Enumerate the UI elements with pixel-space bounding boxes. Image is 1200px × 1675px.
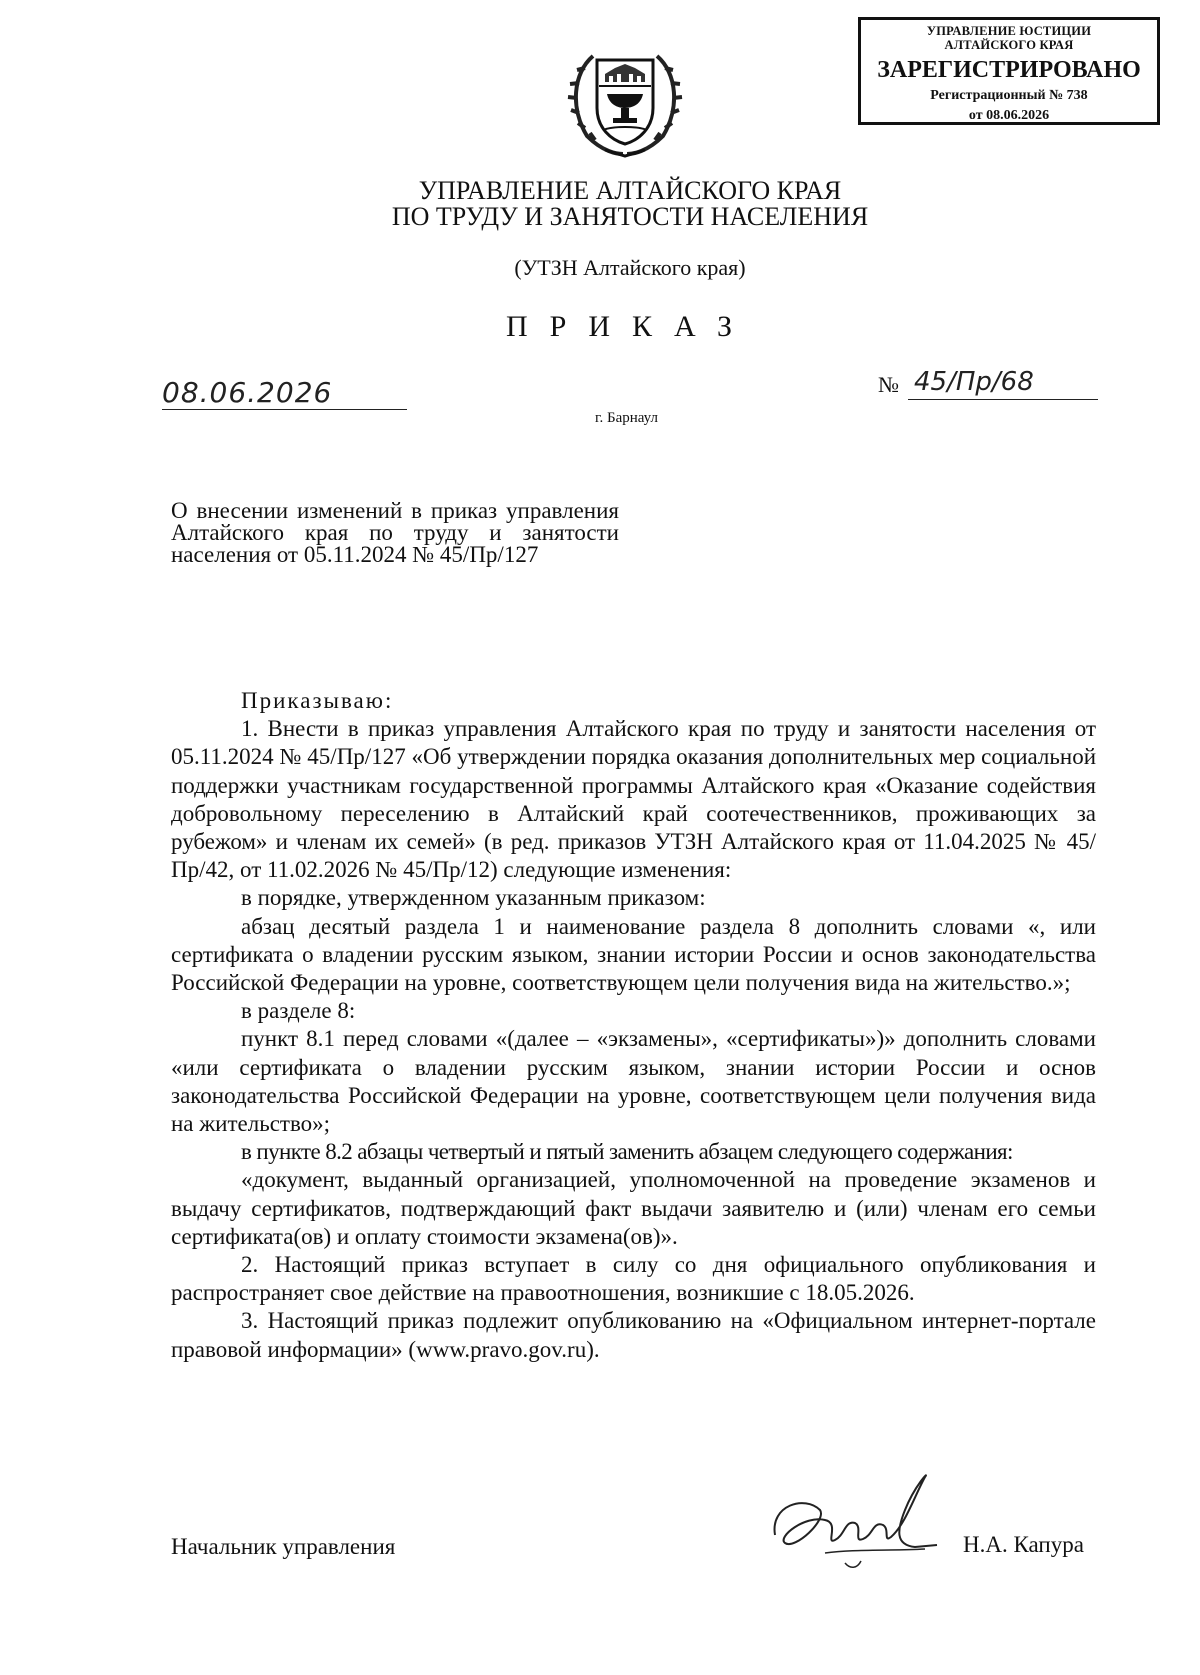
paragraph-1: 1. Внести в приказ управления Алтайского края по труду и занятости населения от 05.11.2024 № 45/Пр/127 «Об утверждении порядка оказания дополнительных мер социальной поддержки участникам государственной программы Алтайского края «Оказание содействия добровольному переселению в Алтайский край соотечественников, проживающих за рубежом» и членам их семей» (в ред. приказов УТЗН Алтайского края от 11.04.2025 № 45/Пр/42, от 11.02.2026 № 45/Пр/12) следующие изменения:: [171, 716, 1096, 883]
org-short-name: (УТЗН Алтайского края): [514, 255, 746, 280]
org-title-line2: ПО ТРУДУ И ЗАНЯТОСТИ НАСЕЛЕНИЯ: [391, 202, 869, 231]
stamp-org-line2: АЛТАЙСКОГО КРАЯ: [944, 38, 1074, 52]
doc-type-title: ПРИКАЗ: [506, 310, 754, 343]
paragraph-8: 2. Настоящий приказ вступает в силу со дня официального опубликования и распространяет свое действие на правоотношения, возникшие с 18.05.2026.: [171, 1252, 1096, 1306]
coat-of-arms-icon: [555, 38, 695, 158]
paragraph-4: в разделе 8:: [241, 998, 356, 1024]
handwritten-date: 08.06.2026: [162, 376, 407, 410]
stamp-reg-number: Регистрационный № 738: [930, 88, 1088, 103]
paragraph-7: «документ, выданный организацией, уполномоченной на проведение экзаменов и выдачу сертификатов, подтверждающий факт выдачи заявителю и (или) членам его семьи сертификата(ов) и оплату стоимости экзамена(ов)».: [171, 1167, 1096, 1249]
paragraph-9: 3. Настоящий приказ подлежит опубликованию на «Официальном интернет-портале правовой информации» (www.pravo.gov.ru).: [171, 1308, 1096, 1362]
handwritten-signature: [765, 1465, 940, 1580]
order-subject: О внесении изменений в приказ управления Алтайского края по труду и занятости населения от 05.11.2024 № 45/Пр/127: [171, 498, 619, 567]
order-word: Приказываю:: [241, 688, 394, 713]
paragraph-5: пункт 8.1 перед словами «(далее – «экзамены», «сертификаты»)» дополнить словами «или сертификата о владении русским языком, знании истории России и основ законодательства Российской Федерации на уровне, соответствующем цели получения вида на жительство»;: [171, 1026, 1096, 1137]
registration-stamp: [858, 17, 1160, 125]
stamp-title: ЗАРЕГИСТРИРОВАНО: [877, 57, 1141, 83]
signer-name: Н.А. Капура: [963, 1532, 1084, 1557]
stamp-reg-date: от 08.06.2026: [968, 108, 1050, 123]
signer-position: Начальник управления: [171, 1534, 396, 1559]
org-title-line1: УПРАВЛЕНИЕ АЛТАЙСКОГО КРАЯ: [418, 176, 842, 205]
paragraph-2: в порядке, утвержденном указанным приказом:: [241, 885, 706, 911]
number-label: №: [878, 372, 899, 397]
order-body: [171, 687, 1096, 1364]
org-title: [300, 178, 960, 230]
city: г. Барнаул: [595, 410, 658, 426]
paragraph-6: в пункте 8.2 абзацы четвертый и пятый заменить абзацем следующего содержания:: [241, 1139, 1013, 1165]
paragraph-3: абзац десятый раздела 1 и наименование раздела 8 дополнить словами «, или сертификата о владении русским языком, знании истории России и основ законодательства Российской Федерации на уровне, соответствующем цели получения вида на жительство.»;: [171, 913, 1096, 996]
stamp-org-line1: УПРАВЛЕНИЕ ЮСТИЦИИ: [926, 24, 1092, 38]
handwritten-number: 45/Пр/68: [908, 365, 1098, 400]
